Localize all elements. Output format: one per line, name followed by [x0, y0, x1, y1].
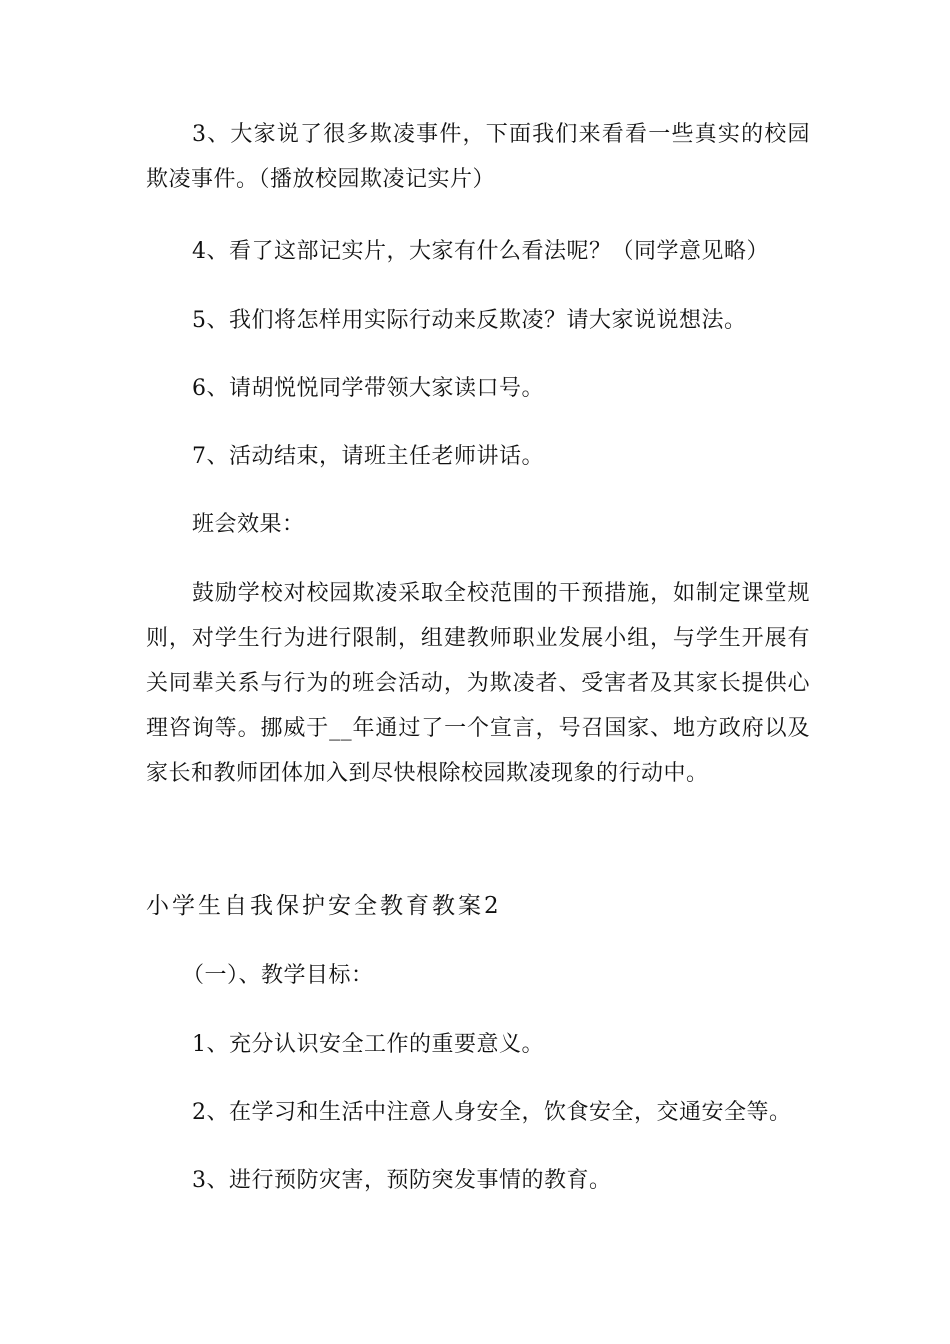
paragraph-effect-body: 鼓励学校对校园欺凌采取全校范围的干预措施，如制定课堂规则，对学生行为进行限制，组建教师职业发展小组，与学生开展有关同辈关系与行为的班会活动，为欺凌者、受害者及其家长提供心理咨询等。挪威于__年通过了一个宣言，号召国家、地方政府以及家长和教师团体加入到尽快根除校园欺凌现象的行动中。 — [146, 581, 810, 786]
paragraph-item-7: 7、活动结束，请班主任老师讲话。 — [192, 444, 544, 469]
section-title: 小学生自我保护安全教育教案2 — [146, 893, 502, 919]
section-item-2: 2、在学习和生活中注意人身安全，饮食安全，交通安全等。 — [192, 1100, 792, 1125]
section-item-3: 3、进行预防灾害，预防突发事情的教育。 — [192, 1168, 612, 1193]
paragraph-item-5: 5、我们将怎样用实际行动来反欺凌？请大家说说想法。 — [192, 308, 747, 333]
section-item-1: 1、充分认识安全工作的重要意义。 — [192, 1032, 544, 1057]
paragraph-heading-effect: 班会效果： — [192, 512, 305, 537]
section-item-goal-heading: （一）、教学目标： — [182, 963, 374, 988]
paragraph-item-3: 3、大家说了很多欺凌事件，下面我们来看看一些真实的校园欺凌事件。（播放校园欺凌记实片） — [146, 122, 810, 192]
paragraph-item-4: 4、看了这部记实片，大家有什么看法呢？（同学意见略） — [192, 239, 769, 264]
paragraph-item-6: 6、请胡悦悦同学带领大家读口号。 — [192, 376, 544, 401]
